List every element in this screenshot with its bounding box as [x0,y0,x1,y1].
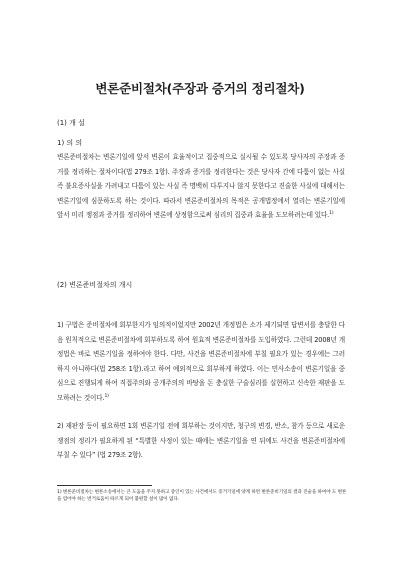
footnote-text: 1) 변론준비절차는 변론소송에서는 큰 도움을 주지 못하고 중인이 있는 사건에서도 증거기일에 양계 하면 변론준비기일의 결과 진술을 하여야 도 변론을 염어야 하는 번거로움이 따르게 되어 불편할 설이 많이 없다. [57,490,347,502]
commencement-item-1-text: 1) 구법은 준비절차에 회부한지가 임의적이었지만 2002년 개정법은 소가 제기되면 답변서를 충달한 다음 원칙적으로 변론준비절차에 회부하도록 하여 원효적 변론준비절차를 도입하였다. 그런데 2008년 개정법은 바로 변론기일을 정하여야 한다. 다만, 사건을 변론준비절차에 부칠 필요가 있는 경우에는 그러하지 아니하다(법 258조 1항).라고 하여 예외적으로 회부하게 하였다. 이는 민사소송이 변론기일을 중심으로 진행되게 하여 직접주의와 공개주의의 바탕을 돈 충실한 구술심리를 실현하고 신속한 재판을 도모하려는 것이다. [57,321,345,402]
footnote-ref-2: 1) [104,393,109,399]
section-heading-overview: (1) 개 설 [57,119,85,127]
commencement-item-2: 2) 재판장 등이 필요하면 1회 변론기일 전에 회부하는 것이지만, 청구의 변경, 반소, 참가 등으로 새로운 쟁점의 정리가 필요하게 된 “특별한 사정이 있는 때에는 변론기일을 연 뒤에도 사건을 변론준비절차에 부칠 수 있다” (법 279조 2항). [57,422,345,460]
footnote-ref: 1) [329,211,334,217]
subsection-heading-meaning: 1) 의 의 [57,139,83,147]
commencement-item-1 [57,318,345,406]
meaning-paragraph [57,150,345,223]
document-title: 변론준비절차(주장과 증거의 정리절차) [95,81,305,96]
section-heading-commencement: (2) 변론준비절차의 개시 [57,281,133,289]
footnote-divider [57,485,152,486]
meaning-paragraph-text: 변론준비절차는 변론기일에 앞서 변론이 효율적이고 집중적으로 실시될 수 있도록 당사자의 주장과 증거를 정리하는 절차이다(법 279조 1항). 주장과 증거를 정리한다는 것은 당사자 간에 다툼이 없는 사실 즉 불요증사실을 가려내고 다툼이 있는 사실 즉 명백히 다투지나 않지 못한다고 진술한 사실에 대해서는 변론기일에 심문하도록 하는 것이다. 따라서 변론준비절차의 목적은 공개법정에서 열리는 변론기일에 앞서 미리 쟁점과 증거를 정리하여 변론에 상정함으로써 심리의 집중과 효율을 도모하려는데 있다. [57,153,345,220]
